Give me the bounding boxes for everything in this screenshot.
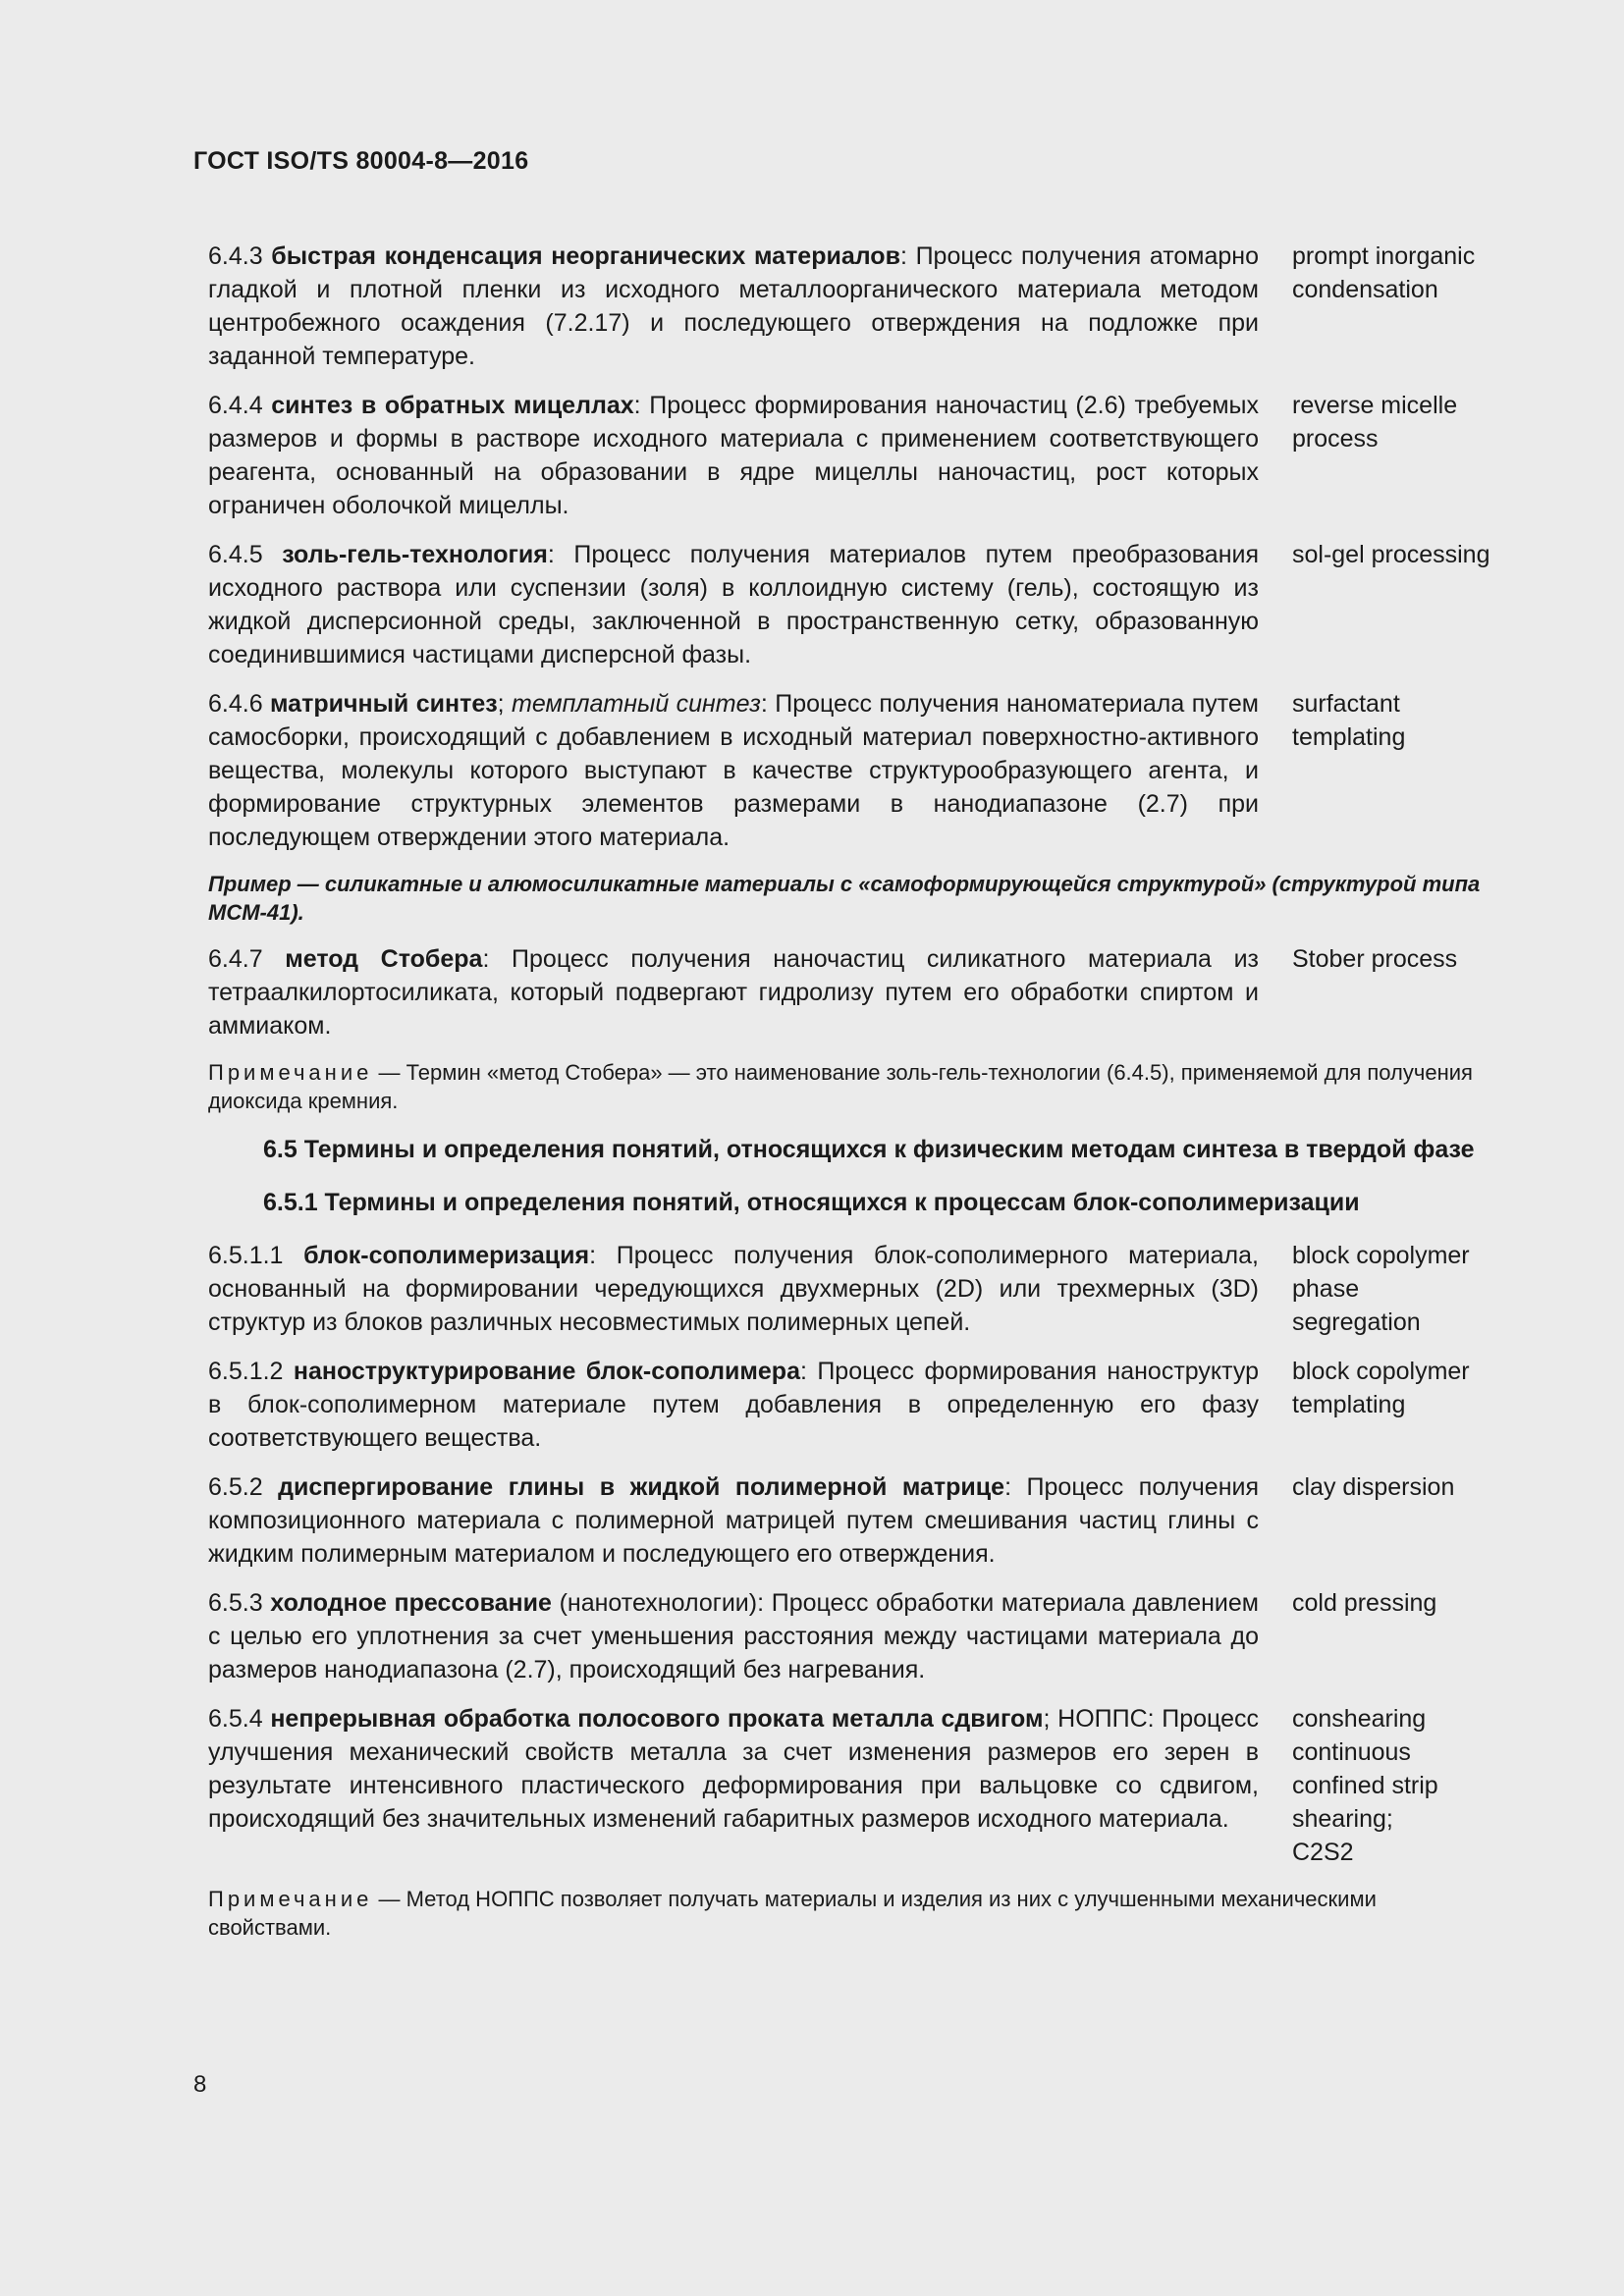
term-entry bbox=[208, 1702, 1511, 1869]
note-dash: — bbox=[372, 1887, 406, 1911]
note-dash: — bbox=[372, 1060, 406, 1085]
term-entry bbox=[208, 1239, 1511, 1339]
term-definition bbox=[208, 687, 1259, 854]
english-line: continuous bbox=[1292, 1738, 1411, 1766]
english-line: phase bbox=[1292, 1275, 1360, 1303]
term-entry bbox=[208, 687, 1511, 854]
term-name: матричный синтез bbox=[270, 690, 498, 718]
term-definition bbox=[208, 538, 1259, 671]
english-line: prompt inorganic bbox=[1292, 242, 1476, 270]
english-line: C2S2 bbox=[1292, 1839, 1354, 1866]
term-definition bbox=[208, 1470, 1259, 1571]
term-entry bbox=[208, 240, 1511, 373]
term-definition bbox=[208, 1355, 1259, 1455]
english-line: sol-gel processing bbox=[1292, 541, 1490, 568]
term-number: 6.4.7 bbox=[208, 945, 263, 973]
note-text: Термин «метод Стобера» — это наименование золь-гель-технологии (6.4.5), применяемой для получения диоксида кремния. bbox=[208, 1060, 1473, 1113]
english-equivalent bbox=[1292, 1702, 1511, 1869]
subsection-heading: 6.5.1 Термины и определения понятий, относящихся к процессам блок-сополимеризации bbox=[263, 1189, 1360, 1216]
term-name: метод Стобера bbox=[285, 945, 483, 973]
term-number: 6.5.4 bbox=[208, 1705, 263, 1733]
term-definition bbox=[208, 1586, 1259, 1686]
english-equivalent bbox=[1292, 1586, 1511, 1620]
term-entry bbox=[208, 1470, 1511, 1571]
note-label: Примечание bbox=[208, 1060, 373, 1085]
english-equivalent bbox=[1292, 538, 1511, 571]
term-name: наноструктурирование блок-сополимера bbox=[293, 1358, 800, 1385]
term-entry bbox=[208, 942, 1511, 1042]
term-text: : Процесс получения атомарно гладкой и плотной пленки из исходного металлоорганического материала методом центробежного осаждения (7.2.17) и последующего отверждения на подложке при заданной температуре. bbox=[208, 242, 1259, 370]
term-name: диспергирование глины в жидкой полимерной матрице bbox=[278, 1473, 1005, 1501]
term-text: : Процесс формирования наночастиц (2.6) требуемых размеров и формы в растворе исходного материала с применением соответствующего реагента, основанный на образовании в ядре мицеллы наночастиц, рост которых ограничен оболочкой мицеллы. bbox=[208, 392, 1259, 519]
term-text: : Процесс получения композиционного материала с полимерной матрицей путем смешивания частиц глины с жидким полимерным материалом и последующего его отверждения. bbox=[208, 1473, 1259, 1568]
term-name: быстрая конденсация неорганических материалов bbox=[271, 242, 900, 270]
english-line: process bbox=[1292, 425, 1379, 453]
term-name: синтез в обратных мицеллах bbox=[271, 392, 634, 419]
document-header: ГОСТ ISO/TS 80004-8—2016 bbox=[193, 147, 529, 175]
term-separator: ; bbox=[497, 690, 513, 718]
term-number: 6.5.1.1 bbox=[208, 1242, 284, 1269]
english-line: Stober process bbox=[1292, 945, 1458, 973]
term-entry bbox=[208, 1355, 1511, 1455]
page-number: 8 bbox=[193, 2071, 207, 2098]
english-line: block copolymer bbox=[1292, 1242, 1470, 1269]
term-definition bbox=[208, 942, 1259, 1042]
example-text: Пример — силикатные и алюмосиликатные материалы с «самоформирующейся структурой» (структурой типа MCM-41). bbox=[208, 872, 1481, 925]
english-line: segregation bbox=[1292, 1308, 1421, 1336]
term-number: 6.4.4 bbox=[208, 392, 263, 419]
english-line: clay dispersion bbox=[1292, 1473, 1455, 1501]
english-line: conshearing bbox=[1292, 1705, 1427, 1733]
english-line: templating bbox=[1292, 723, 1406, 751]
term-number: 6.4.5 bbox=[208, 541, 263, 568]
note bbox=[208, 1058, 1504, 1115]
english-equivalent bbox=[1292, 687, 1511, 754]
term-synonym: темплатный синтез bbox=[512, 690, 761, 718]
english-line: surfactant bbox=[1292, 690, 1400, 718]
term-text: : Процесс получения блок-сополимерного материала, основанный на формировании чередующихся двухмерных (2D) или трехмерных (3D) структур из блоков различных несовместимых полимерных цепей. bbox=[208, 1242, 1259, 1336]
term-text: : Процесс получения материалов путем преобразования исходного раствора или суспензии (золя) в коллоидную систему (гель), состоящую из жидкой дисперсионной среды, заключенной в пространственную сетку, образованную соединившимися частицами дисперсной фазы. bbox=[208, 541, 1259, 668]
english-equivalent bbox=[1292, 389, 1511, 455]
english-line: cold pressing bbox=[1292, 1589, 1437, 1617]
section-heading: 6.5 Термины и определения понятий, относящихся к физическим методам синтеза в твердой фазе bbox=[263, 1136, 1475, 1163]
term-name: непрерывная обработка полосового проката металла сдвигом bbox=[270, 1705, 1044, 1733]
term-entry bbox=[208, 389, 1511, 522]
term-name: золь-гель-технология bbox=[282, 541, 548, 568]
english-line: templating bbox=[1292, 1391, 1406, 1418]
term-text: : Процесс получения наночастиц силикатного материала из тетраалкилортосиликата, который подвергают гидролизу путем его обработки спиртом и аммиаком. bbox=[208, 945, 1259, 1040]
note-text: Метод НОППС позволяет получать материалы и изделия из них с улучшенными механическими свойствами. bbox=[208, 1887, 1377, 1940]
english-equivalent bbox=[1292, 942, 1511, 976]
term-definition bbox=[208, 240, 1259, 373]
term-name: блок-сополимеризация bbox=[303, 1242, 590, 1269]
term-entry bbox=[208, 1586, 1511, 1686]
term-definition bbox=[208, 1702, 1259, 1836]
term-number: 6.5.3 bbox=[208, 1589, 263, 1617]
english-equivalent bbox=[1292, 1239, 1511, 1339]
english-equivalent bbox=[1292, 1355, 1511, 1421]
note-label: Примечание bbox=[208, 1887, 373, 1911]
term-number: 6.4.3 bbox=[208, 242, 263, 270]
term-text: : Процесс получения наноматериала путем самосборки, происходящий с добавлением в исходный материал поверхностно-активного вещества, молекулы которого выступают в качестве структурообразующего агента, и формирование структурных элементов размерами в нанодиапазоне (2.7) при последующем отверждении этого материала. bbox=[208, 690, 1259, 851]
english-line: reverse micelle bbox=[1292, 392, 1458, 419]
term-text: : Процесс формирования наноструктур в блок-сополимерном материале путем добавления в определенную его фазу соответствующего вещества. bbox=[208, 1358, 1259, 1452]
term-definition bbox=[208, 389, 1259, 522]
document-body bbox=[208, 240, 1511, 1959]
term-number: 6.5.1.2 bbox=[208, 1358, 284, 1385]
note bbox=[208, 1885, 1504, 1942]
term-number: 6.4.6 bbox=[208, 690, 263, 718]
term-number: 6.5.2 bbox=[208, 1473, 263, 1501]
term-definition bbox=[208, 1239, 1259, 1339]
english-line: block copolymer bbox=[1292, 1358, 1470, 1385]
english-equivalent bbox=[1292, 1470, 1511, 1504]
term-text: (нанотехнологии): Процесс обработки материала давлением с целью его уплотнения за счет уменьшения расстояния между частицами материала до размеров нанодиапазона (2.7), происходящий без нагревания. bbox=[208, 1589, 1259, 1683]
english-line: confined strip bbox=[1292, 1772, 1438, 1799]
term-name: холодное прессование bbox=[270, 1589, 552, 1617]
english-equivalent bbox=[1292, 240, 1511, 306]
term-entry bbox=[208, 538, 1511, 671]
term-text: ; НОППС: Процесс улучшения механический свойств металла за счет изменения размеров его зерен в результате интенсивного пластического деформирования при вальцовке со сдвигом, происходящий без значительных изменений габаритных размеров исходного материала. bbox=[208, 1705, 1259, 1833]
english-line: condensation bbox=[1292, 276, 1438, 303]
english-line: shearing; bbox=[1292, 1805, 1393, 1833]
